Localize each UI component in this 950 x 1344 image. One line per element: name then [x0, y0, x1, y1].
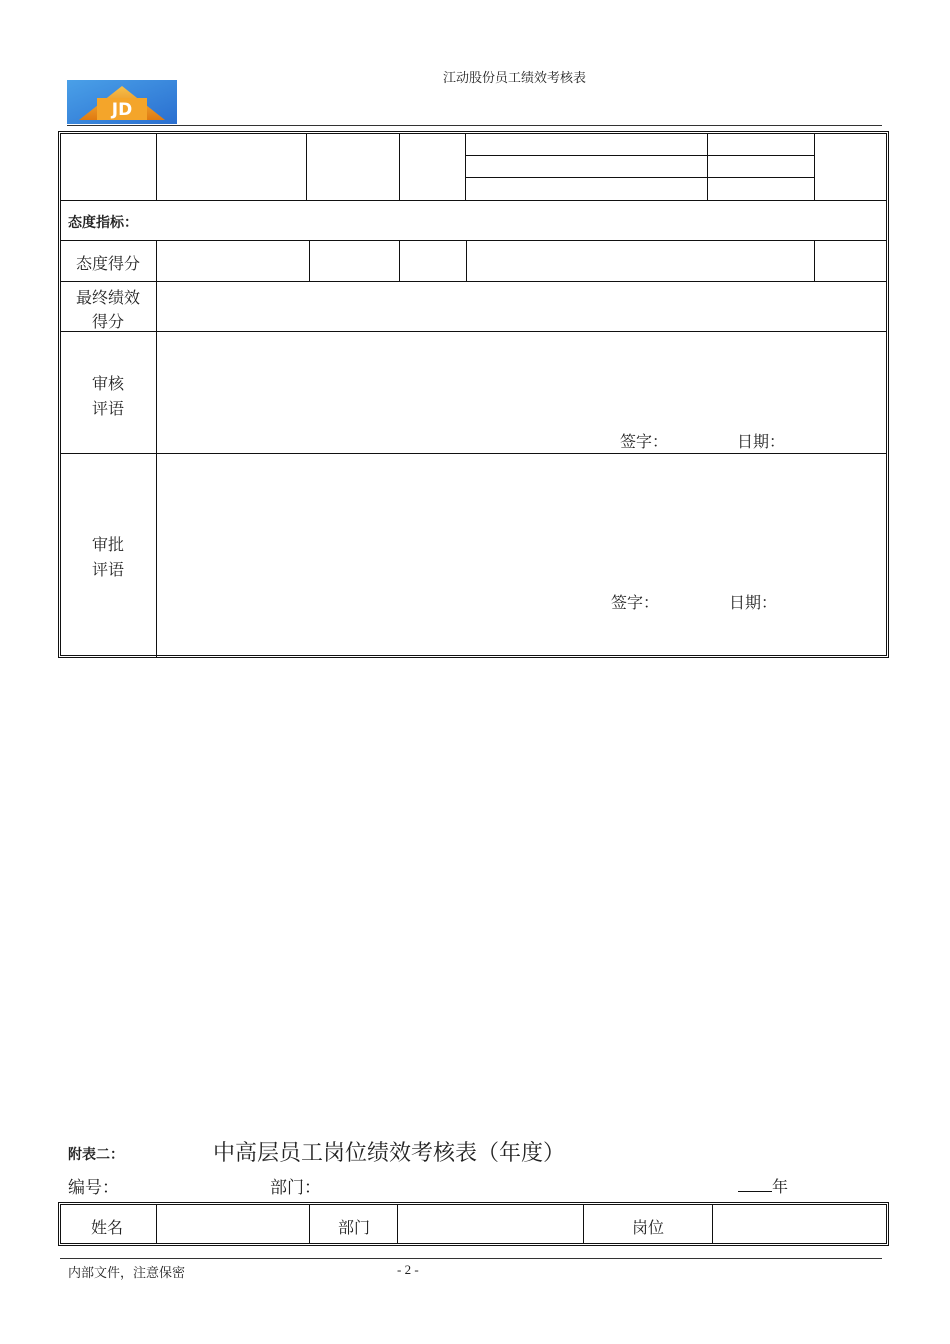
final-score-label-line1: 最终绩效	[75, 290, 140, 307]
year-suffix: 年	[772, 1179, 789, 1196]
attitude-score-label: 态度得分	[76, 256, 141, 273]
review-date-label: 日期：	[737, 434, 786, 451]
approval-label-line2: 评语	[91, 562, 124, 579]
review-label-line1: 审核	[91, 376, 124, 393]
approval-label-line1: 审批	[91, 537, 124, 554]
approval-date-label: 日期：	[729, 595, 778, 612]
position-label: 岗位	[632, 1220, 665, 1237]
footer-rule	[60, 1258, 882, 1259]
name-label: 姓名	[91, 1220, 124, 1237]
final-score-label-line2: 得分	[91, 314, 124, 331]
header-rule	[67, 125, 882, 126]
confidential-text: 内部文件，注意保密	[68, 1265, 186, 1280]
attitude-indicator-label: 态度指标：	[68, 216, 138, 231]
review-label-line2: 评语	[91, 401, 124, 418]
department-label: 部门：	[270, 1178, 321, 1197]
appendix-label: 附表二：	[68, 1148, 124, 1163]
number-label: 编号：	[68, 1178, 119, 1197]
table-department-label: 部门	[338, 1220, 371, 1237]
appendix-title: 中高层员工岗位绩效考核表（年度）	[213, 1140, 566, 1165]
logo-text: JD	[111, 100, 133, 120]
page-number: - 2 -	[397, 1262, 419, 1277]
company-logo	[67, 80, 177, 124]
review-sign-label: 签字：	[620, 434, 669, 451]
approval-sign-label: 签字：	[611, 595, 660, 612]
header-title: 江动股份员工绩效考核表	[443, 70, 587, 85]
year-blank-line	[738, 1191, 772, 1192]
